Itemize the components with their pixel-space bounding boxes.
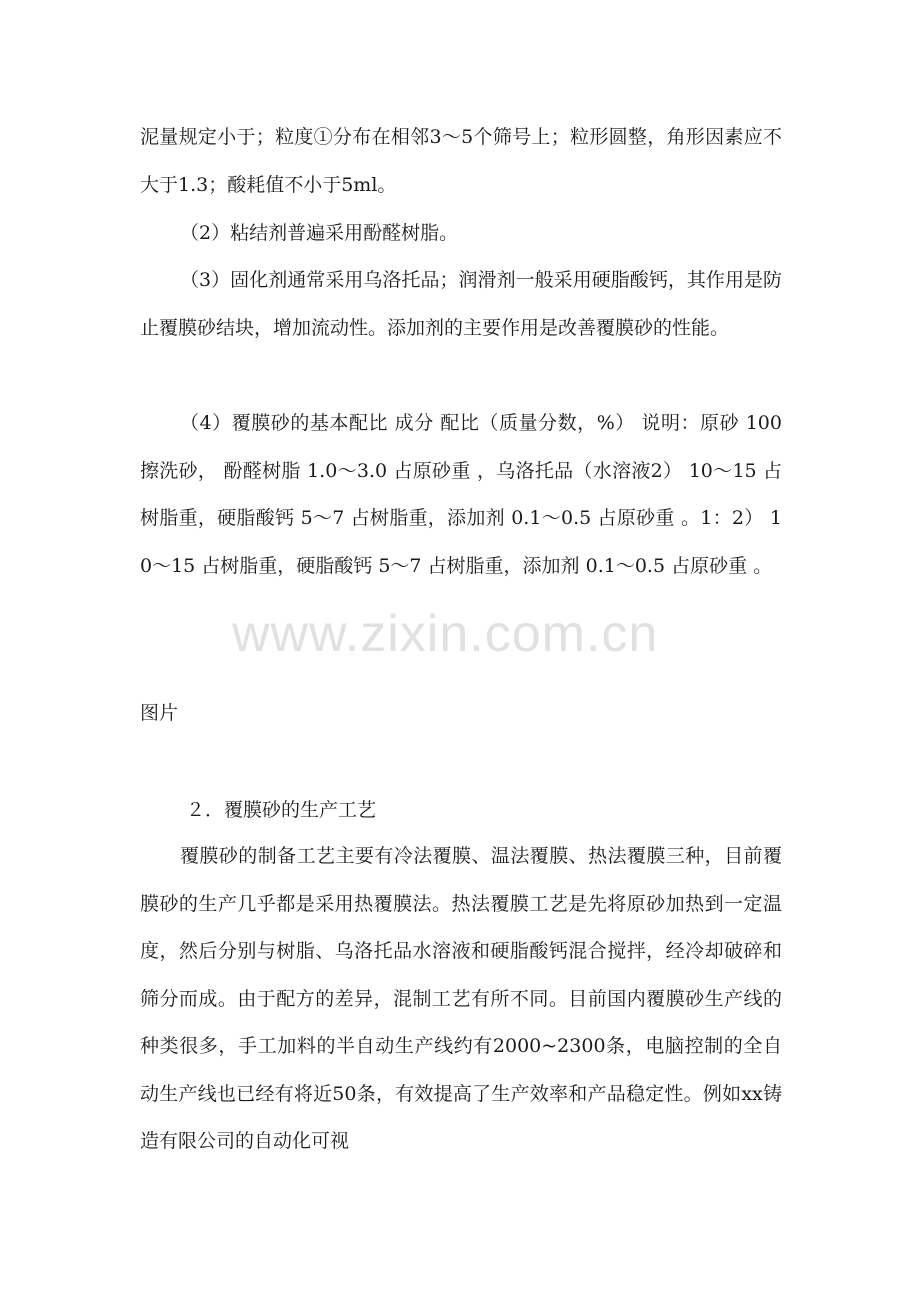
paragraph-curing-agent: （3）固化剂通常采用乌洛托品；润滑剂一般采用硬脂酸钙，其作用是防止覆膜砂结块，增加流动性。添加剂的主要作用是改善覆膜砂的性能。 [140,269,782,339]
section-heading: ２．覆膜砂的生产工艺 [186,799,377,821]
paragraph-binder: （2）粘结剂普遍采用酚醛树脂。 [180,222,459,244]
image-placeholder-label: 图片 [140,702,179,724]
paragraph-basic-ratio: （4）覆膜砂的基本配比 成分 配比（质量分数，%） 说明：原砂 100 擦洗砂， 酚醛树脂 1.0～3.0 占原砂重 ，乌洛托品（水溶液2） 10～15 占树脂重，硬脂酸钙 5～7 占树脂重，添加剂 0.1～0.5 占原砂重 。1：2） 10～15 占树脂重，硬脂酸钙 5～7 占树脂重，添加剂 0.1～0.5 占原砂重 。 [140,412,782,577]
paragraph-sand-requirements: 泥量规定小于；粒度①分布在相邻3～5个筛号上；粒形圆整，角形因素应不大于1.3；酸耗值不小于5ml。 [140,126,782,196]
paragraph-production-process: 覆膜砂的制备工艺主要有冷法覆膜、温法覆膜、热法覆膜三种，目前覆膜砂的生产几乎都是采用热覆膜法。热法覆膜工艺是先将原砂加热到一定温度，然后分别与树脂、乌洛托品水溶液和硬脂酸钙混合搅拌，经冷却破碎和筛分而成。由于配方的差异，混制工艺有所不同。目前国内覆膜砂生产线的种类很多，手工加料的半自动生产线约有2000~2300条，电脑控制的全自动生产线也已经有将近50条，有效提高了生产效率和产品稳定性。例如xx铸造有限公司的自动化可视 [140,845,782,1152]
watermark: www.zixin.com.cn [232,605,659,663]
